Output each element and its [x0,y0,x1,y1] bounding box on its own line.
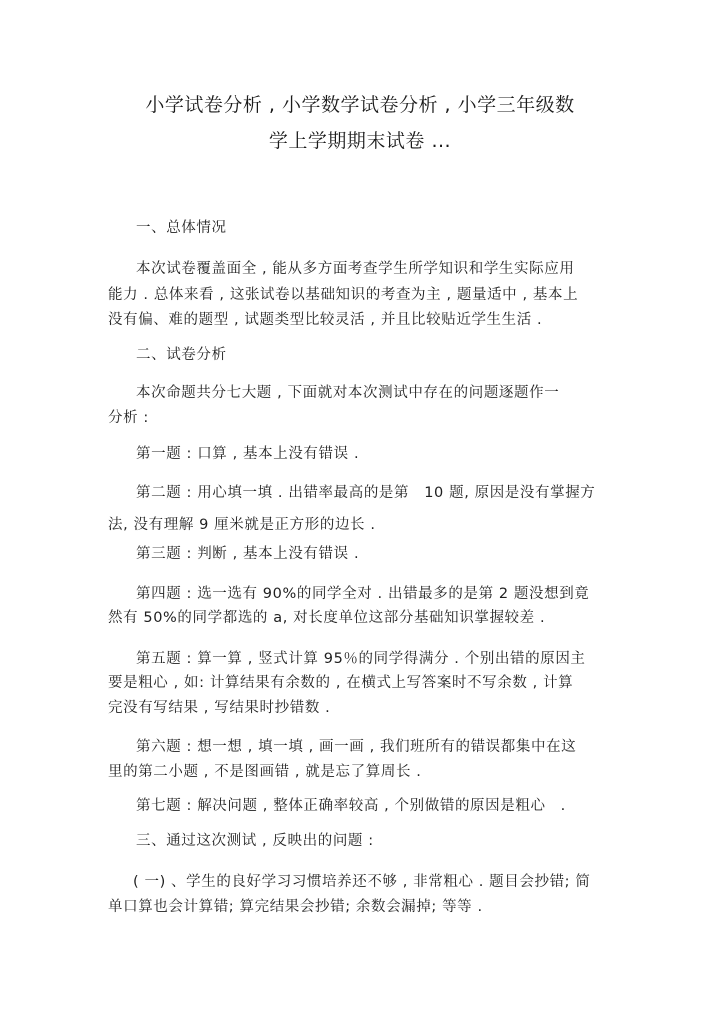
question-5-line: 要是粗心 , 如: 计算结果有余数的 , 在横式上写答案时不写余数 , 计算 [108,675,574,691]
section-heading-problems: 三、通过这次测试 , 反映出的问题 : [136,833,374,849]
paragraph-line: ( 一) 、学生的良好学习习惯培养还不够 , 非常粗心 . 题目会抄错; 简 [133,874,591,890]
question-1-line: 第一题 : 口算 , 基本上没有错误 . [136,446,360,462]
section-heading-analysis: 二、试卷分析 [136,347,227,363]
question-4-line: 第四题 : 选一选有 90%的同学全对 . 出错最多的是第 2 题没想到竟 [136,586,590,602]
question-3-line: 第三题 : 判断 , 基本上没有错误 . [136,546,360,562]
section-heading-overview: 一、总体情况 [136,220,227,236]
paragraph-line: 没有偏、难的题型 , 试题类型比较灵活 , 并且比较贴近学生生活 . [108,312,543,328]
paragraph-line: 分析 : [108,410,149,426]
document-title-line-2: 学上学期期末试卷 ... [268,130,452,152]
question-4-line: 然有 50%的同学都选的 a, 对长度单位这部分基础知识掌握较差 . [108,610,546,626]
question-7-line: 第七题 : 解决问题 , 整体正确率较高 , 个别做错的原因是粗心 . [136,798,566,814]
paragraph-line: 本次命题共分七大题 , 下面就对本次测试中存在的问题逐题作一 [136,385,560,401]
paragraph-line: 本次试卷覆盖面全 , 能从多方面考查学生所学知识和学生实际应用 [136,261,575,277]
question-2-line: 第二题 : 用心填一填 . 出错率最高的是第 10 题, 原因是没有掌握方 [136,485,596,501]
question-2-line: 法, 没有理解 9 厘米就是正方形的边长 . [108,517,376,533]
question-6-line: 里的第二小题 , 不是图画错 , 就是忘了算周长 . [108,764,422,780]
paragraph-line: 能力 . 总体来看 , 这张试卷以基础知识的考查为主 , 题量适中 , 基本上 [108,287,579,303]
question-6-line: 第六题 : 想一想 , 填一填 , 画一画 , 我们班所有的错误都集中在这 [136,739,577,755]
document-title-line-1: 小学试卷分析 , 小学数学试卷分析 , 小学三年级数 [145,94,575,116]
question-5-line: 第五题 : 算一算 , 竖式计算 95％的同学得满分 . 个别出错的原因主 [136,651,586,667]
paragraph-line: 单口算也会计算错; 算完结果会抄错; 余数会漏掉; 等等 . [108,899,483,915]
question-5-line: 完没有写结果 , 写结果时抄错数 . [108,700,331,716]
